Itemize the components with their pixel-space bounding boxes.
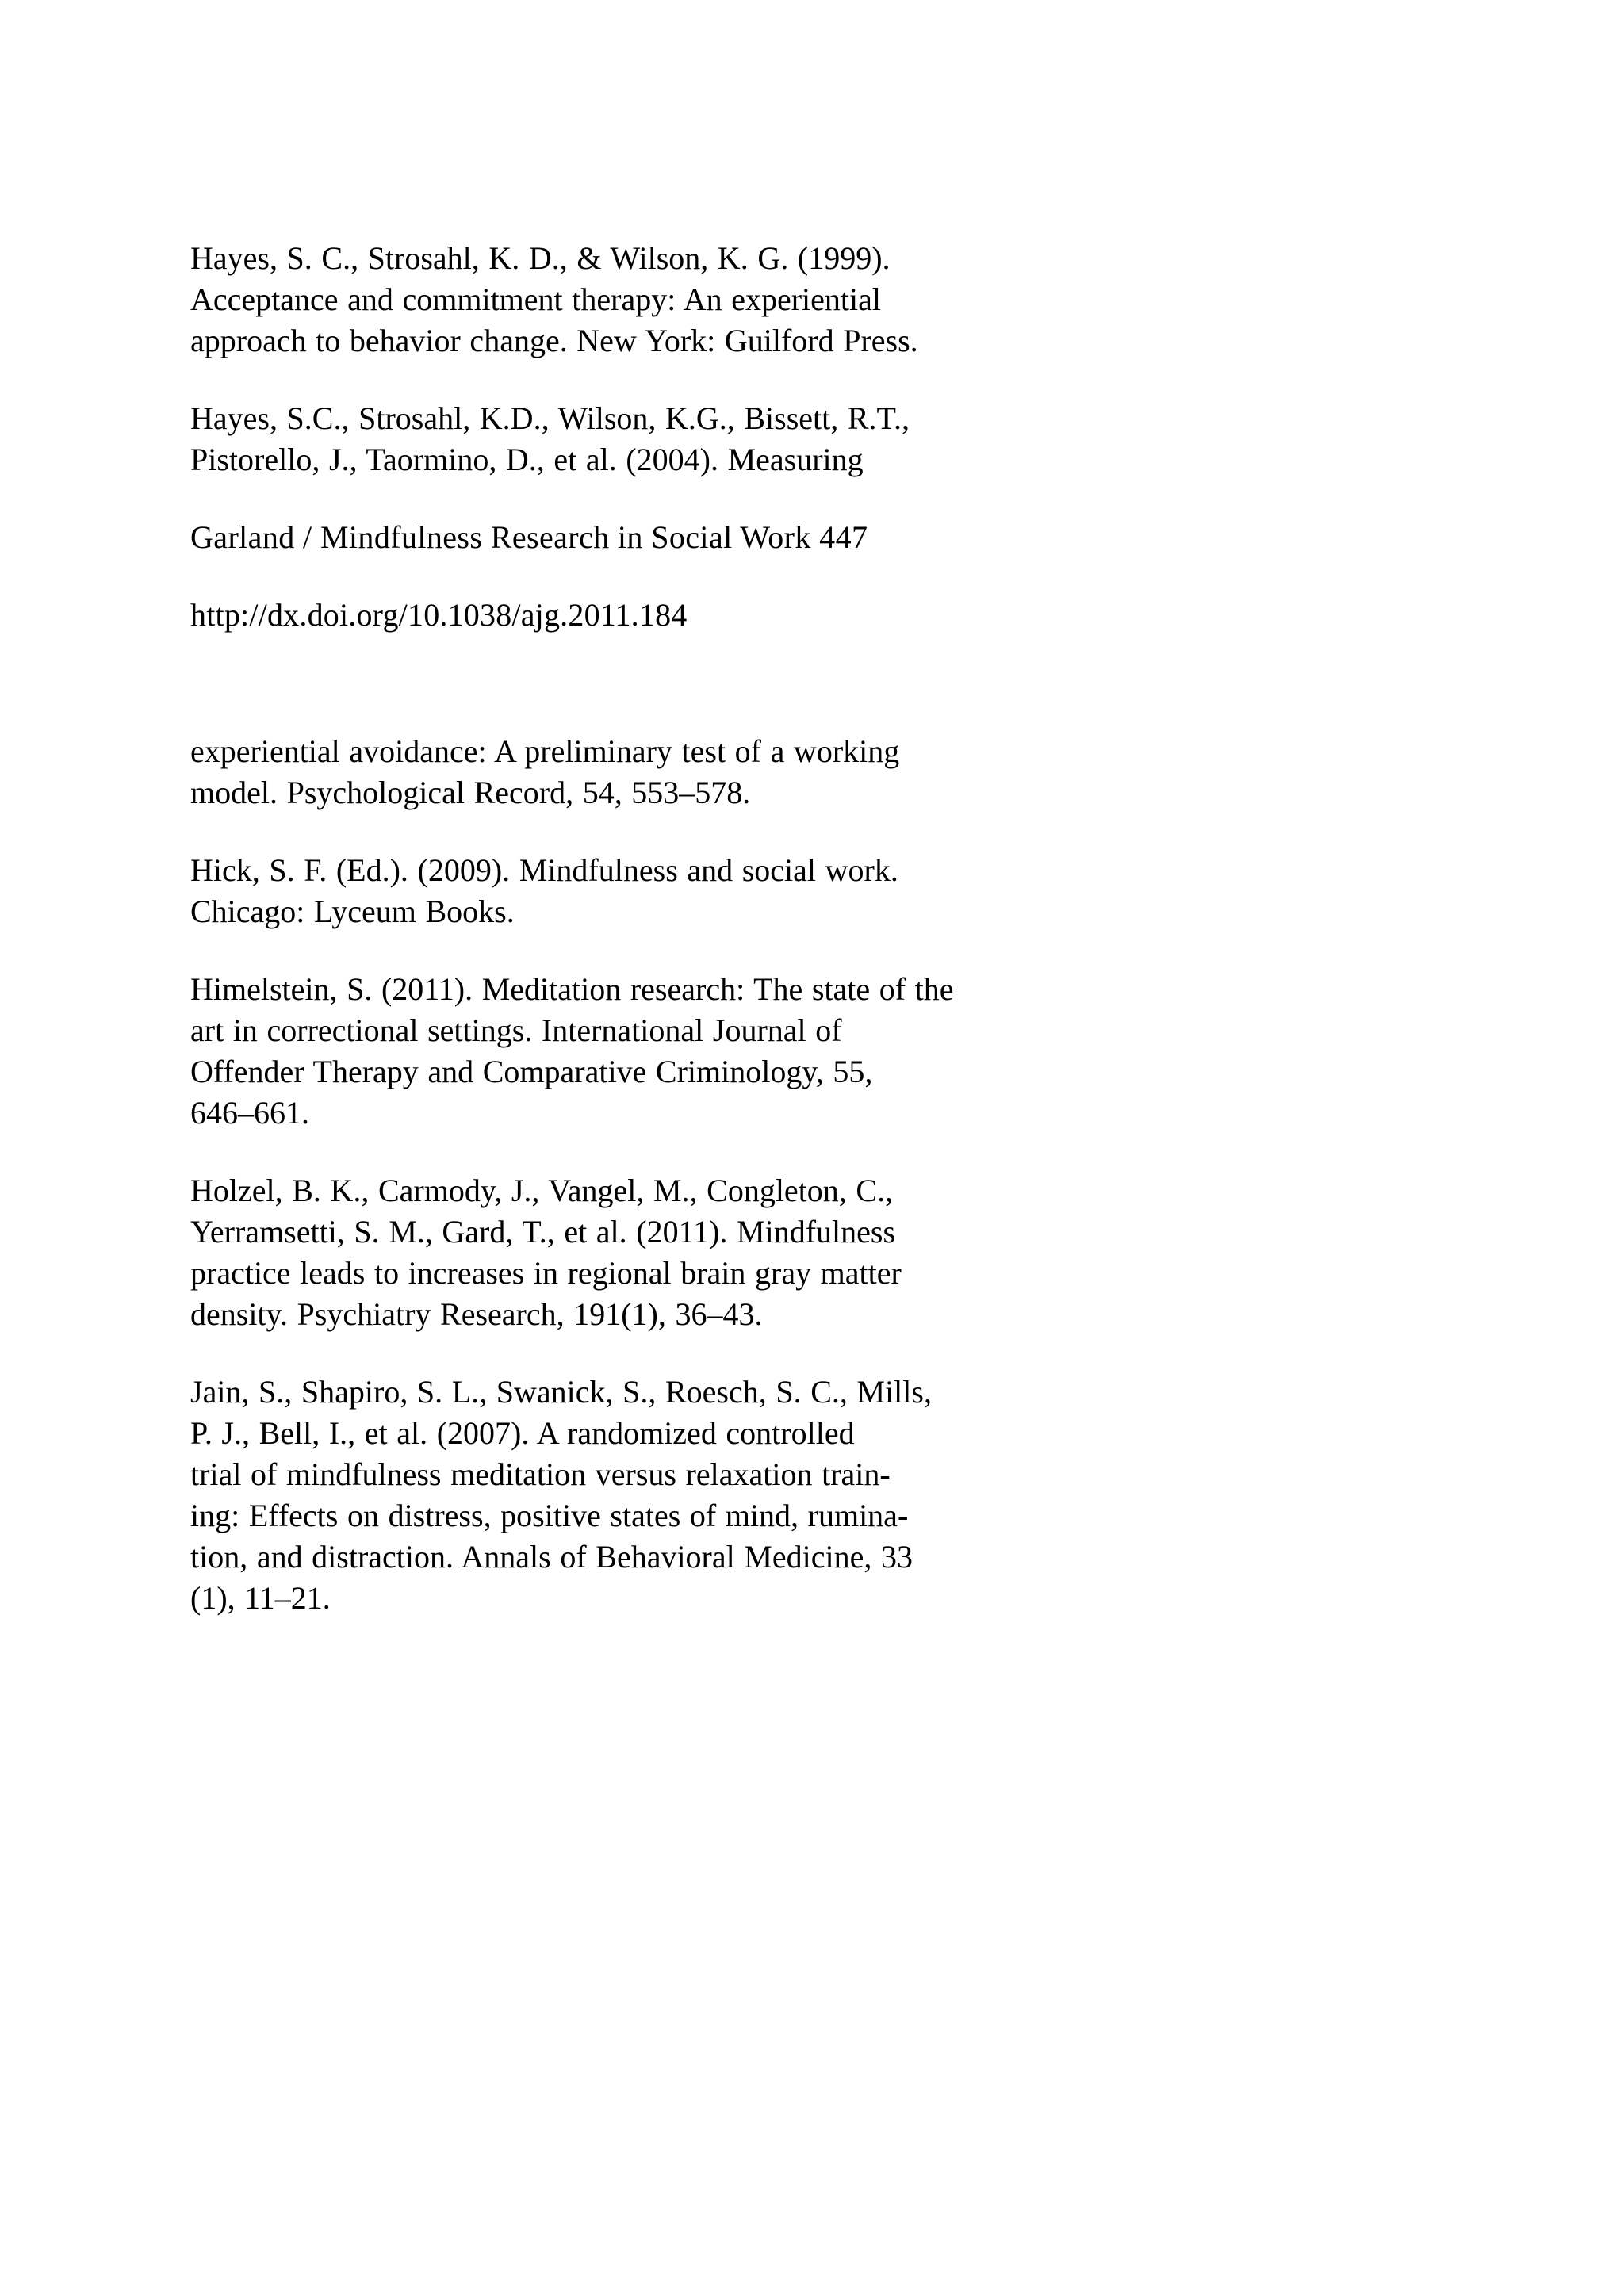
reference-line: P. J., Bell, I., et al. (2007). A randomized controlled [190, 1415, 855, 1451]
reference-entry [190, 1170, 1396, 1335]
reference-line: trial of mindfulness meditation versus relaxation train- [190, 1456, 891, 1492]
reference-list [190, 238, 1396, 1619]
reference-line: ing: Effects on distress, positive states of mind, rumina- [190, 1498, 909, 1533]
reference-entry [190, 731, 1396, 813]
reference-line: Pistorello, J., Taormino, D., et al. (2004). Measuring [190, 442, 864, 477]
reference-line: Offender Therapy and Comparative Criminology, 55, [190, 1054, 873, 1089]
reference-entry [190, 238, 1396, 362]
reference-line: practice leads to increases in regional brain gray matter [190, 1255, 902, 1291]
doi-link[interactable]: http://dx.doi.org/10.1038/ajg.2011.184 [190, 597, 688, 633]
reference-line: Hick, S. F. (Ed.). (2009). Mindfulness and social work. [190, 852, 898, 888]
reference-line: Hayes, S.C., Strosahl, K.D., Wilson, K.G., Bissett, R.T., [190, 400, 910, 436]
reference-line: art in correctional settings. International Journal of [190, 1012, 842, 1048]
reference-line: Himelstein, S. (2011). Meditation research: The state of the [190, 971, 954, 1007]
reference-entry [190, 850, 1396, 932]
reference-line: tion, and distraction. Annals of Behavioral Medicine, 33 [190, 1539, 914, 1575]
reference-entry [190, 1372, 1396, 1619]
reference-entry [190, 969, 1396, 1134]
reference-line: Acceptance and commitment therapy: An experiential [190, 281, 881, 317]
reference-line: Hayes, S. C., Strosahl, K. D., & Wilson, K. G. (1999). [190, 240, 891, 276]
reference-line: density. Psychiatry Research, 191(1), 36–43. [190, 1296, 763, 1332]
reference-line: Chicago: Lyceum Books. [190, 894, 515, 929]
reference-line: (1), 11–21. [190, 1580, 331, 1616]
reference-line: 646–661. [190, 1095, 309, 1131]
reference-line: Jain, S., Shapiro, S. L., Swanick, S., Roesch, S. C., Mills, [190, 1374, 932, 1410]
reference-line: model. Psychological Record, 54, 553–578. [190, 775, 751, 810]
reference-line: Holzel, B. K., Carmody, J., Vangel, M., Congleton, C., [190, 1173, 894, 1208]
reference-line: Yerramsetti, S. M., Gard, T., et al. (2011). Mindfulness [190, 1214, 896, 1249]
reference-line: approach to behavior change. New York: Guilford Press. [190, 323, 918, 358]
reference-entry [190, 398, 1396, 480]
running-head: Garland / Mindfulness Research in Social Work 447 [190, 519, 868, 555]
reference-line: experiential avoidance: A preliminary test of a working [190, 733, 900, 769]
